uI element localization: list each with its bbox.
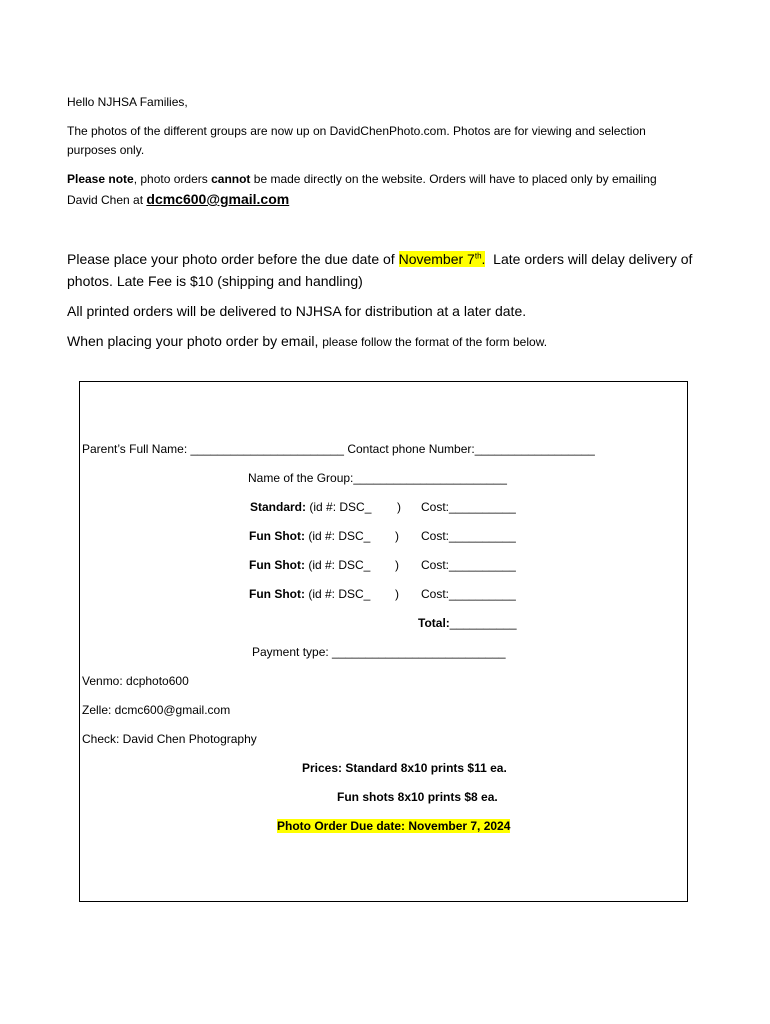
row-id: (id #: DSC_	[309, 500, 372, 514]
format-suffix: please follow the format of the form below.	[322, 335, 548, 349]
note-line-2	[67, 191, 289, 207]
due-date: November 7	[398, 251, 475, 267]
email-link[interactable]: dcmc600@gmail.com	[146, 191, 290, 207]
venmo-line: Venmo: dcphoto600	[82, 674, 189, 688]
payment-type-line: Payment type: __________________________	[252, 645, 506, 659]
group-name-line: Name of the Group:_______________________	[248, 471, 507, 485]
total-line	[418, 616, 517, 630]
row-id: (id #: DSC_	[308, 529, 371, 543]
total-label: Total:	[418, 616, 450, 630]
note-line-1	[67, 172, 657, 186]
note-text-2: be made directly on the website. Orders will have to placed only by emailing	[250, 172, 657, 186]
row-cost: Cost:__________	[421, 500, 516, 514]
due-line	[67, 251, 692, 267]
row-cost: Cost:__________	[421, 529, 516, 543]
due-date-highlight	[399, 251, 486, 267]
note-bold-please-note: Please note	[67, 172, 134, 186]
row-paren: )	[395, 558, 399, 572]
photo-order-due-date: Photo Order Due date: November 7, 2024	[277, 819, 511, 833]
row-paren: )	[397, 500, 401, 514]
format-prefix: When placing your photo order by email,	[67, 333, 323, 349]
order-row-fun-shot-1	[249, 529, 370, 543]
format-line	[67, 333, 547, 349]
note-text-1: , photo orders	[133, 172, 212, 186]
note-bold-cannot: cannot	[211, 172, 251, 186]
due-dot: .	[481, 251, 486, 267]
check-line: Check: David Chen Photography	[82, 732, 257, 746]
zelle-line: Zelle: dcmc600@gmail.com	[82, 703, 231, 717]
row-paren: )	[395, 587, 399, 601]
due-prefix: Please place your photo order before the due date of	[67, 251, 399, 267]
parent-name-line: Parent’s Full Name: _______________________ Contact phone Number:__________________	[82, 442, 595, 456]
due-suffix: Late orders will delay delivery of	[485, 251, 693, 267]
prices-standard: Prices: Standard 8x10 prints $11 ea.	[302, 761, 507, 775]
total-blank: __________	[449, 616, 517, 630]
order-row-fun-shot-2	[249, 558, 370, 572]
greeting: Hello NJHSA Families,	[67, 95, 188, 109]
order-row-fun-shot-3	[249, 587, 370, 601]
intro-line-2: purposes only.	[67, 143, 145, 157]
delivery-line: All printed orders will be delivered to NJHSA for distribution at a later date.	[67, 303, 527, 319]
note-line-2-prefix: David Chen at	[67, 193, 147, 207]
order-row-standard	[250, 500, 371, 514]
intro-line-1: The photos of the different groups are now up on DavidChenPhoto.com. Photos are for viewing and selection	[67, 124, 646, 138]
row-cost: Cost:__________	[421, 558, 516, 572]
row-label: Fun Shot:	[249, 587, 305, 601]
row-cost: Cost:__________	[421, 587, 516, 601]
due-date-sup: th	[474, 251, 482, 261]
row-label: Standard:	[250, 500, 307, 514]
row-paren: )	[395, 529, 399, 543]
row-id: (id #: DSC_	[308, 587, 371, 601]
row-id: (id #: DSC_	[308, 558, 371, 572]
row-label: Fun Shot:	[249, 529, 305, 543]
row-label: Fun Shot:	[249, 558, 305, 572]
prices-fun-shots: Fun shots 8x10 prints $8 ea.	[337, 790, 498, 804]
late-fee-line: photos. Late Fee is $10 (shipping and handling)	[67, 273, 363, 289]
